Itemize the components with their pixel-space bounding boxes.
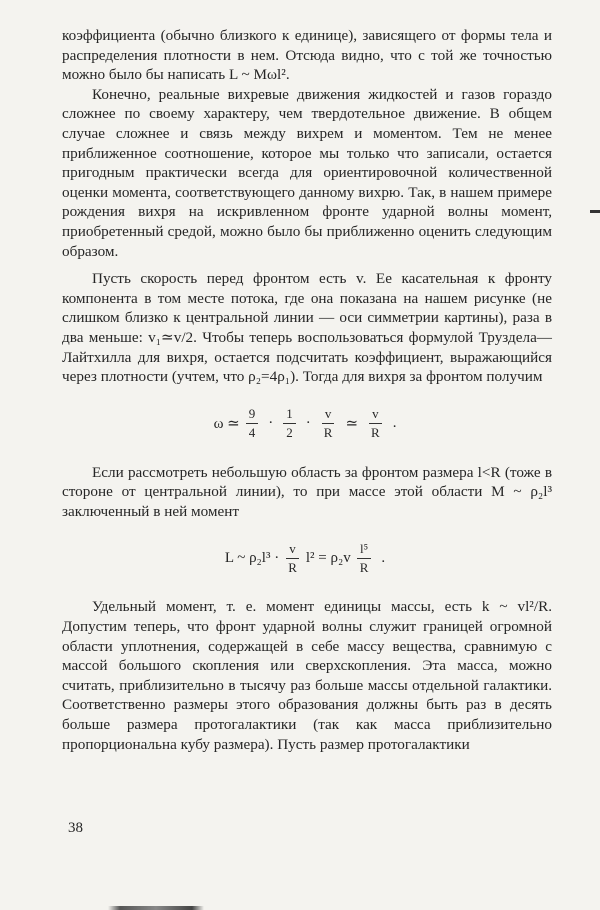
page-body — [62, 26, 552, 754]
scan-edge-mark — [590, 210, 600, 213]
fraction: $\frac{9}{4}$ — [246, 406, 259, 441]
formula-mid: l² = ρ₂v — [305, 549, 351, 566]
formula-vorticity: ω ≃ $\frac{9}{4}$ · $\frac{1}{2}$ · $\frac{v}{R}$ ≃ $\frac{v}{R}$ . — [213, 406, 397, 441]
fraction: $\frac{v}{R}$ — [323, 406, 333, 441]
fraction: $\frac{v}{R}$ — [288, 540, 297, 575]
formula-lhs: ω ≃ — [213, 416, 240, 433]
paragraph-1: коэффициента (обычно близкого к единице), зависящего от формы тела и распределения плотности в нем. Отсюда видно, что с той же точностью можно было бы написать L ~ Mωl². — [62, 27, 552, 84]
paragraph-5: Удельный момент, т. е. момент единицы массы, есть k ~ vl²/R. Допустим теперь, что фронт ударной волны служит границей огромной области уплотнения, содержащей в себе массу вещества, сравнимую с массой большого скопления или сверхскопления. Эта масса, можно считать, приблизительно в тысячу раз больше массы отдельной галактики. Соответственно размеры этого образования должны быть раз в десять больше размера протогалактики (так как масса приблизительно пропорциональна кубу размера). Пусть размер протогалактики — [62, 598, 552, 753]
fraction: $\frac{1}{2}$ — [283, 406, 296, 441]
paragraph-2: Конечно, реальные вихревые движения жидкостей и газов гораздо сложнее по своему характеру, чем твердотельное движение. В общем случае сложнее и связь между вихрем и моментом. Тем не менее приближенное соотношение, которое мы только что записали, остается пригодным практически всегда для ориентировочной количественной оценки момента, соответствующего данному вихрю. Так, в нашем примере рождения вихря на искривленном фронте ударной волны момент, приобретенный средой, можно было бы приближенно оценить следующим образом. — [62, 85, 552, 260]
formula-lhs: L ~ ρ₂l³ · — [224, 549, 280, 566]
scan-bottom-strip — [0, 906, 600, 910]
fraction: $\frac{v}{R}$ — [371, 406, 380, 441]
paragraph-4: Если рассмотреть небольшую область за фронтом размера l<R (тоже в стороне от центральной линии), то при массе этой области M ~ ρ₂l³ заключенный в ней момент — [62, 463, 552, 520]
paragraph-3: Пусть скорость перед фронтом есть v. Ее касательная к фронту компонента в том месте потока, где она показана на нашем рисунке (не слишком близко к центральной линии — оси симметрии картины), раза в два меньше: v₁≃v/2. Чтобы теперь воспользоваться формулой Труздела—Лайтхилла для вихря, остается подсчитать коэффициент, выражающийся через плотности (учтем, что ρ₂=4ρ₁). Тогда для вихря за фронтом получим — [62, 270, 552, 386]
page-number: 38 — [68, 820, 83, 836]
formula-moment: L ~ ρ₂l³ · $\frac{v}{R}$ l² = ρ₂v $\frac{\text{l⁵}}{R}$ . — [224, 540, 386, 575]
fraction: $\frac{\text{l⁵}}{R}$ — [357, 541, 372, 576]
